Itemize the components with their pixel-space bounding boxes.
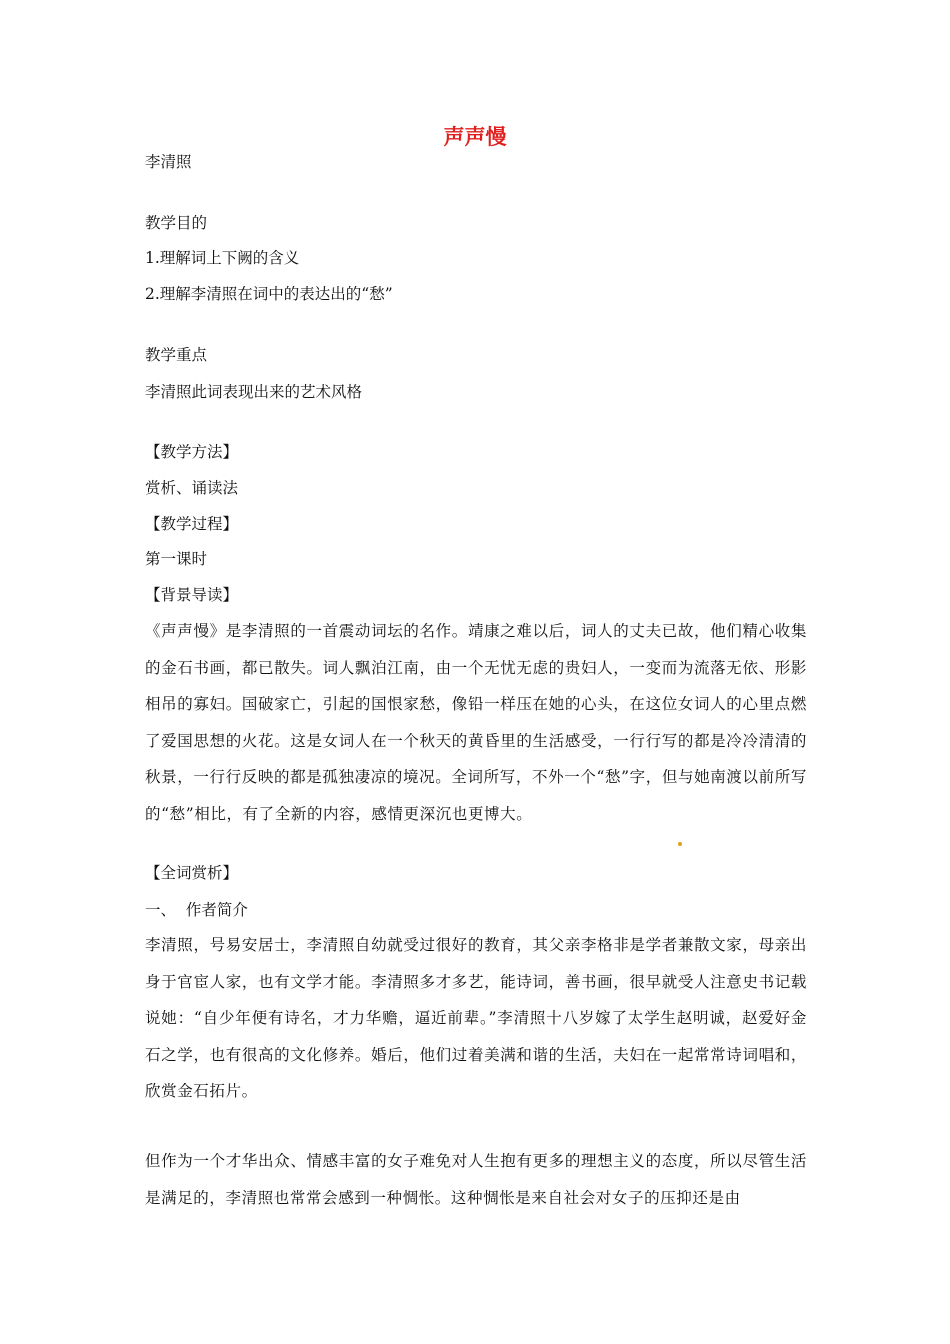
section-heading-author-intro: 一、 作者简介 [145, 901, 248, 919]
objective-item-2: 2.理解李清照在词中的表达出的“愁” [145, 285, 393, 303]
author-intro-paragraph-2: 但作为一个才华出众、情感丰富的女子难免对人生抱有更多的理想主义的态度，所以尽管生活是满足的，李清照也常常会感到一种惆怅。这种惆怅是来自社会对女子的压抑还是由 [145, 1152, 807, 1207]
objective-item-1: 1.理解词上下阙的含义 [145, 249, 300, 267]
analysis-heading: 【全词赏析】 [145, 864, 239, 882]
objectives-heading: 教学目的 [145, 214, 208, 232]
cursor-marker [678, 842, 682, 846]
focus-heading: 教学重点 [145, 346, 208, 364]
lesson-label: 第一课时 [145, 550, 208, 568]
method-text: 赏析、诵读法 [145, 479, 239, 497]
focus-text: 李清照此词表现出来的艺术风格 [145, 383, 363, 401]
method-heading: 【教学方法】 [145, 443, 239, 461]
document-title: 声声慢 [443, 125, 507, 149]
process-heading: 【教学过程】 [145, 515, 239, 533]
author-name: 李清照 [145, 153, 192, 171]
background-paragraph: 《声声慢》是李清照的一首震动词坛的名作。靖康之难以后，词人的丈夫已故，他们精心收集的金石书画，都已散失。词人飘泊江南，由一个无忧无虑的贵妇人，一变而为流落无依、形影相吊的寡妇。国破家亡，引起的国恨家愁，像铅一样压在她的心头，在这位女词人的心里点燃了爱国思想的火花。这是女词人在一个秋天的黄昏里的生活感受，一行行写的都是冷冷清清的秋景，一行行反映的都是孤独凄凉的境况。全词所写，不外一个“愁”字，但与她南渡以前所写的“愁”相比，有了全新的内容，感情更深沉也更博大。 [145, 622, 807, 823]
background-heading: 【背景导读】 [145, 586, 239, 604]
author-intro-paragraph: 李清照，号易安居士，李清照自幼就受过很好的教育，其父亲李格非是学者兼散文家，母亲出身于官宦人家，也有文学才能。李清照多才多艺，能诗词，善书画，很早就受人注意史书记载说她：“自少年便有诗名，才力华赡，逼近前辈。”李清照十八岁嫁了太学生赵明诚，赵爱好金石之学，也有很高的文化修养。婚后，他们过着美满和谐的生活，夫妇在一起常常诗词唱和，欣赏金石拓片。 [145, 936, 807, 1100]
